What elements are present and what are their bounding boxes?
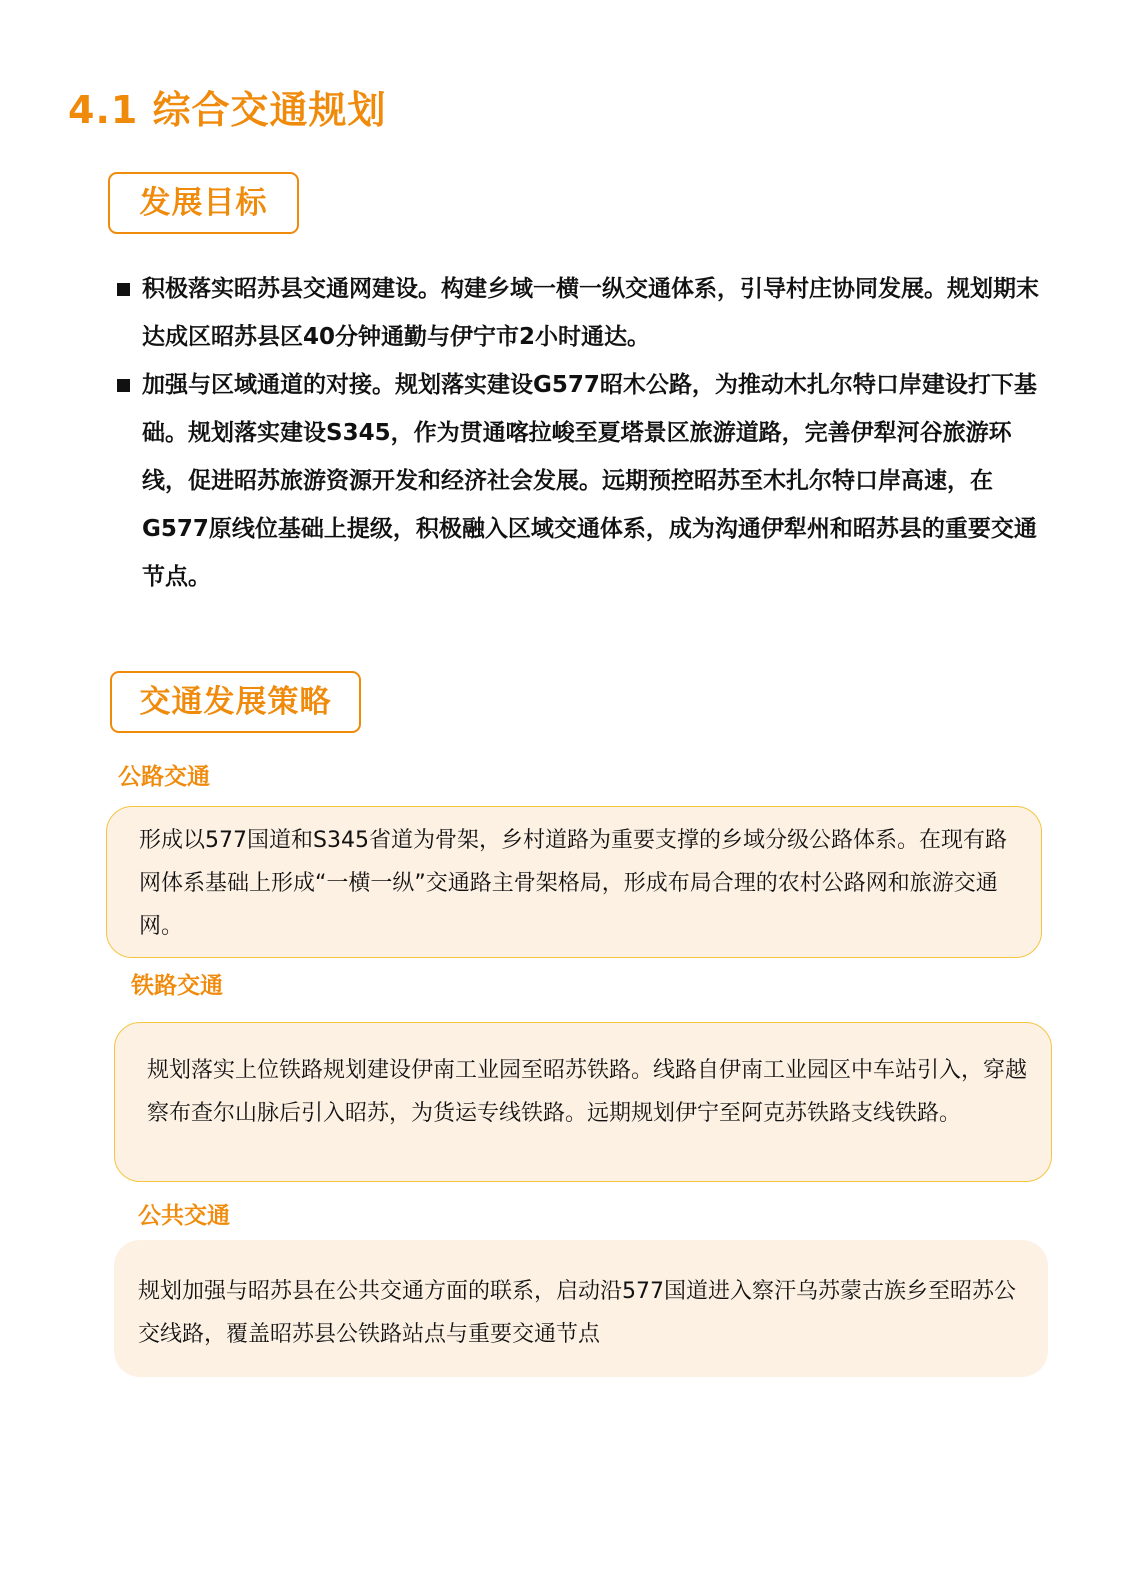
square-bullet-icon xyxy=(117,283,130,296)
public-transport-heading: 公共交通 xyxy=(138,1203,230,1229)
public-transport-text: 规划加强与昭苏县在公共交通方面的联系，启动沿577国道进入察汗乌苏蒙古族乡至昭苏公交线路，覆盖昭苏县公铁路站点与重要交通节点 xyxy=(138,1279,1016,1347)
rail-transport-box xyxy=(114,1022,1052,1182)
transport-strategy-tag: 交通发展策略 xyxy=(110,671,361,733)
road-transport-text: 形成以577国道和S345省道为骨架，乡村道路为重要支撑的乡域分级公路体系。在现有路网体系基础上形成“一横一纵”交通路主骨架格局，形成布局合理的农村公路网和旅游交通网。 xyxy=(139,828,1007,939)
goal-bullet-text: 加强与区域通道的对接。规划落实建设G577昭木公路，为推动木扎尔特口岸建设打下基础。规划落实建设S345，作为贯通喀拉峻至夏塔景区旅游道路，完善伊犁河谷旅游环线，促进昭苏旅游资源开发和经济社会发展。远期预控昭苏至木扎尔特口岸高速，在G577原线位基础上提级，积极融入区域交通体系，成为沟通伊犁州和昭苏县的重要交通节点。 xyxy=(142,372,1037,590)
page-title: 4.1 综合交通规划 xyxy=(68,88,387,132)
rail-transport-text: 规划落实上位铁路规划建设伊南工业园至昭苏铁路。线路自伊南工业园区中车站引入，穿越察布查尔山脉后引入昭苏，为货运专线铁路。远期规划伊宁至阿克苏铁路支线铁路。 xyxy=(147,1058,1028,1126)
rail-transport-heading: 铁路交通 xyxy=(131,973,223,999)
development-goals-tag: 发展目标 xyxy=(108,172,299,234)
goal-bullet-text: 积极落实昭苏县交通网建设。构建乡域一横一纵交通体系，引导村庄协同发展。规划期末达成区昭苏县区40分钟通勤与伊宁市2小时通达。 xyxy=(142,276,1039,350)
road-transport-heading: 公路交通 xyxy=(118,764,210,790)
public-transport-box xyxy=(114,1240,1048,1377)
goal-bullet-1 xyxy=(112,265,1042,361)
square-bullet-icon xyxy=(117,379,130,392)
goal-bullet-2 xyxy=(112,361,1042,601)
road-transport-box xyxy=(106,806,1042,958)
goals-bullet-list xyxy=(112,265,1042,601)
